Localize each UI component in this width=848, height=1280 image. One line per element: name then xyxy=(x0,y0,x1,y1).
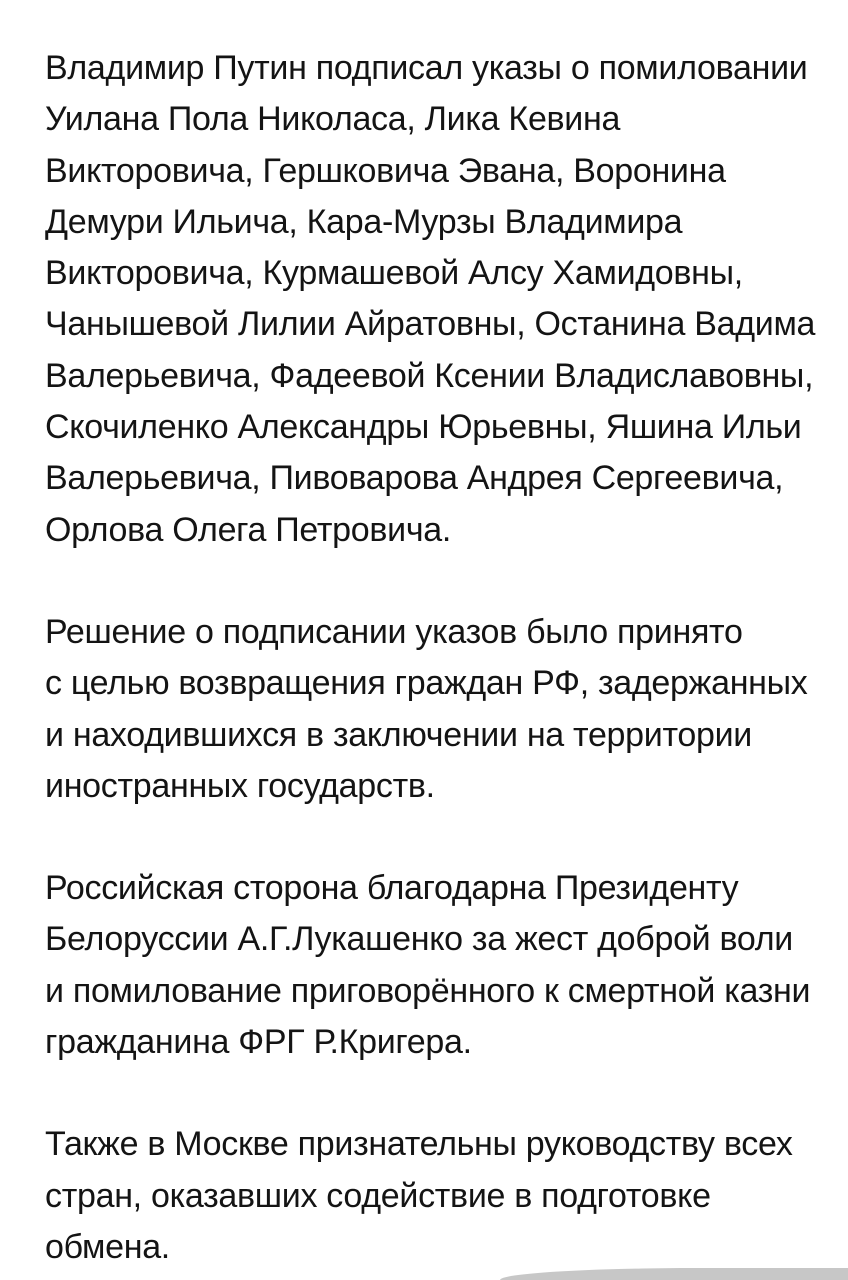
text-line: Российская сторона благодарна Президенту xyxy=(45,869,739,908)
text-line: Орлова Олега Петровича. xyxy=(45,510,452,549)
text-line: Викторовича, Курмашевой Алсу Хамидовны, xyxy=(45,254,743,293)
text-line: Также в Москве признательны руководству всех xyxy=(45,1125,793,1164)
paragraph-gratitude-countries xyxy=(45,1119,825,1273)
text-line: Решение о подписании указов было принято xyxy=(45,612,743,651)
text-line: Валерьевича, Фадеевой Ксении Владиславовны, xyxy=(45,356,814,395)
text-line: обмена. xyxy=(45,1227,170,1266)
text-line: иностранных государств. xyxy=(45,766,435,805)
text-line: стран, оказавших содействие в подготовке xyxy=(45,1176,711,1215)
text-line: Владимир Путин подписал указы о помиловании xyxy=(45,49,808,87)
text-line: Викторовича, Гершковича Эвана, Воронина xyxy=(45,151,726,190)
text-line: гражданина ФРГ Р.Кригера. xyxy=(45,1023,472,1062)
horizontal-scrollbar[interactable] xyxy=(0,1268,848,1280)
text-line: и помилование приговорённого к смертной казни xyxy=(45,971,811,1010)
text-line: с целью возвращения граждан РФ, задержанных xyxy=(45,664,808,703)
text-line: Белоруссии А.Г.Лукашенко за жест доброй воли xyxy=(45,920,793,959)
article-body xyxy=(45,43,825,1273)
paragraph-gratitude-belarus xyxy=(45,863,825,1068)
text-line: Уилана Пола Николаса, Лика Кевина xyxy=(45,100,621,139)
scrollbar-thumb[interactable] xyxy=(500,1268,848,1280)
paragraph-decision-purpose xyxy=(45,607,825,812)
paragraph-pardon-decrees xyxy=(45,43,825,556)
text-line: Демури Ильича, Кара-Мурзы Владимира xyxy=(45,202,683,241)
text-line: Чанышевой Лилии Айратовны, Останина Вадима xyxy=(45,305,816,344)
text-line: Скочиленко Александры Юрьевны, Яшина Ильи xyxy=(45,408,802,447)
text-line: и находившихся в заключении на территории xyxy=(45,715,752,754)
text-line: Валерьевича, Пивоварова Андрея Сергеевича, xyxy=(45,459,784,498)
